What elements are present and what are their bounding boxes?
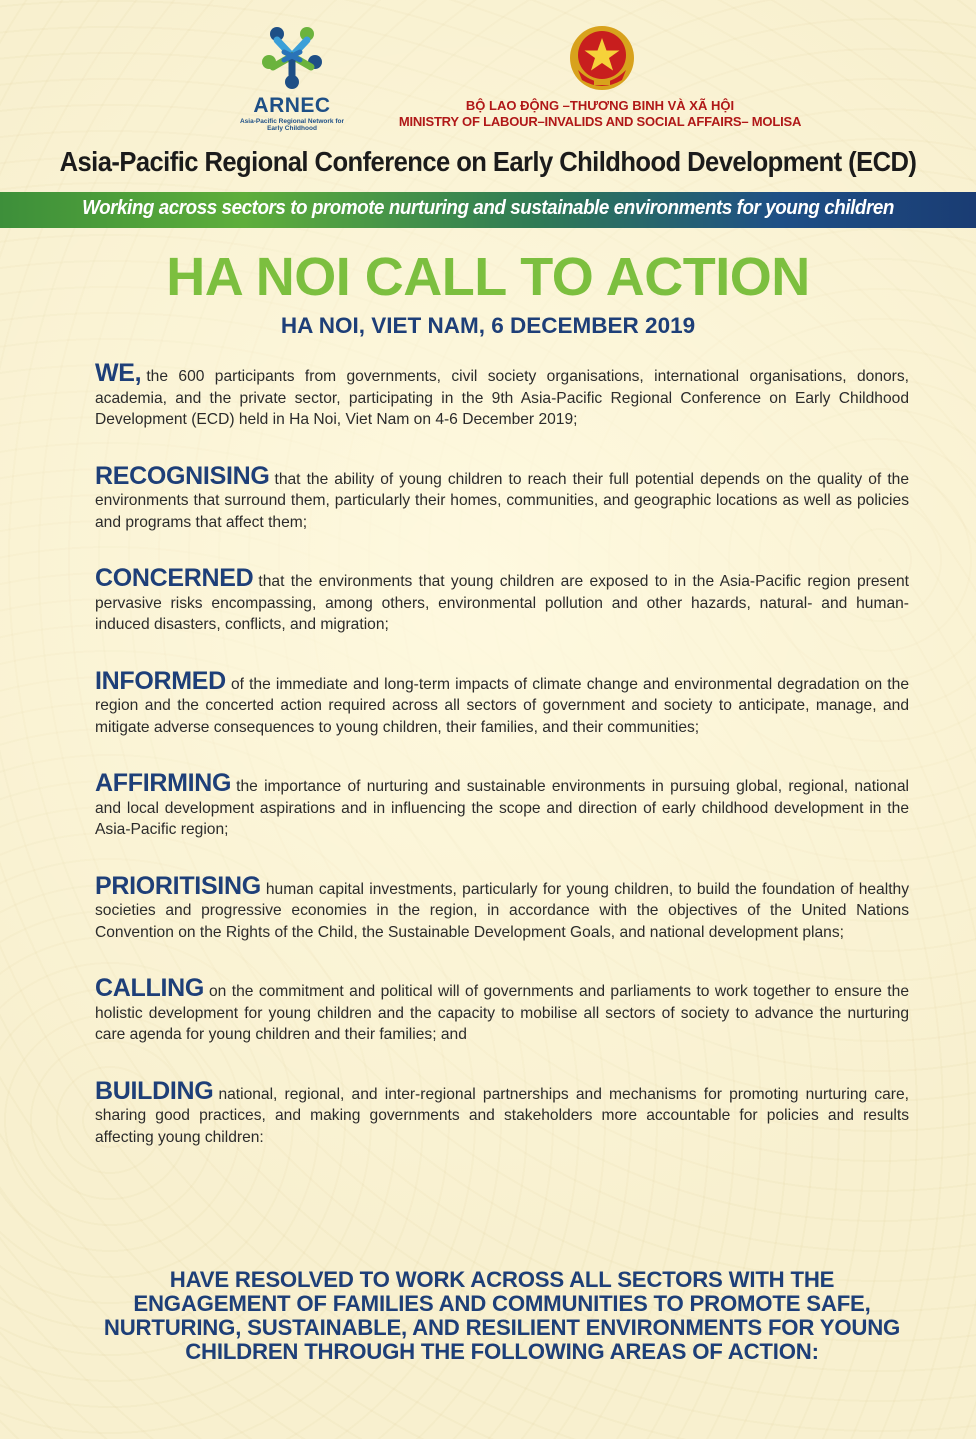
clause-keyword: WE, <box>95 359 142 387</box>
clause-keyword: CALLING <box>95 974 204 1002</box>
ministry-name <box>370 98 830 130</box>
arnec-tagline: Asia-Pacific Regional Network for Early Childhood <box>239 118 345 132</box>
clause-informed <box>95 666 909 739</box>
clause-calling <box>95 974 909 1046</box>
clause-text: the 600 participants from governments, civil society organisations, international organisations, donors, academia, and the private sector, participating in the 9th Asia-Pacific Regional Conference on Early Childhood Development (ECD) held in Ha Noi, Viet Nam on 4-6 December 2019; <box>95 368 909 428</box>
clause-recognising <box>95 461 909 534</box>
clause-text: that the environments that young children are exposed to in the Asia-Pacific region present pervasive risks encompassing, among others, environmental pollution and other hazards, natural- and human-induced disasters, conflicts, and migration; <box>95 573 909 633</box>
clause-concerned <box>95 564 909 636</box>
ministry-name-vn: BỘ LAO ĐỘNG –THƯƠNG BINH VÀ XÃ HỘI <box>465 98 735 113</box>
clause-prioritising <box>95 871 909 944</box>
clause-text: human capital investments, particularly for young children, to build the foundation of healthy societies and progressive economies in the region, in accordance with the objectives of the United Nations Convention on the Rights of the Child, the Sustainable Development Goals, and national development plans; <box>95 880 909 941</box>
clause-text: of the immediate and long-term impacts of climate change and environmental degradation on the region and the concerted action required across all sectors of government and society to anticipate, manage, and mitigate adverse consequences to young children, their families, and their communities; <box>95 675 909 736</box>
clause-text: on the commitment and political will of governments and parliaments to work together to ensure the holistic development for young children and the capacity to mobilise all sectors of society to advance the nurturing care agenda for young children and their families; and <box>95 983 909 1043</box>
arnec-name: ARNEC <box>253 94 331 117</box>
preamble-clauses <box>95 359 909 1148</box>
clause-keyword: CONCERNED <box>95 564 254 592</box>
page-title: HA NOI CALL TO ACTION <box>166 247 810 307</box>
clause-keyword: AFFIRMING <box>95 769 232 797</box>
clause-keyword: INFORMED <box>95 666 226 695</box>
resolution-statement: HAVE RESOLVED TO WORK ACROSS ALL SECTORS WITH THE ENGAGEMENT OF FAMILIES AND COMMUNITIES TO PROMOTE SAFE, NURTURING, SUSTAINABLE, AND RESILIENT ENVIRONMENTS FOR YOUNG CHILDREN THROUGH THE FOLLOWING AREAS OF ACTION: <box>103 1267 901 1364</box>
clause-text: national, regional, and inter-regional partnerships and mechanisms for promoting nurturing care, sharing good practices, and making governments and stakeholders more accountable for policies and results affecting young children: <box>95 1085 909 1146</box>
conference-title: Asia-Pacific Regional Conference on Early Childhood Development (ECD) <box>59 146 917 177</box>
clause-text: that the ability of young children to reach their full potential depends on the quality of the environments that surround them, particularly their homes, communities, and geographic locations as well as policies and programs that affect them; <box>95 470 909 531</box>
arnec-logo <box>232 22 352 132</box>
clause-building <box>95 1076 909 1149</box>
clause-we <box>95 359 909 431</box>
arnec-network-icon <box>257 22 327 92</box>
clause-keyword: PRIORITISING <box>95 871 261 900</box>
page-subtitle: HA NOI, VIET NAM, 6 DECEMBER 2019 <box>280 313 696 338</box>
clause-affirming <box>95 769 909 841</box>
vietnam-national-emblem-icon <box>566 22 638 94</box>
clause-keyword: RECOGNISING <box>95 461 270 490</box>
theme-banner-text: Working across sectors to promote nurturing and sustainable environments for young children <box>82 196 894 219</box>
clause-keyword: BUILDING <box>95 1076 214 1105</box>
header-logos <box>0 0 976 150</box>
ministry-name-en: MINISTRY OF LABOUR–INVALIDS AND SOCIAL AFFAIRS– MOLISA <box>398 114 802 129</box>
clause-text: the importance of nurturing and sustainable environments in pursuing global, regional, national and local development aspirations and in influencing the scope and direction of early childhood development in the Asia-Pacific region; <box>95 778 909 838</box>
